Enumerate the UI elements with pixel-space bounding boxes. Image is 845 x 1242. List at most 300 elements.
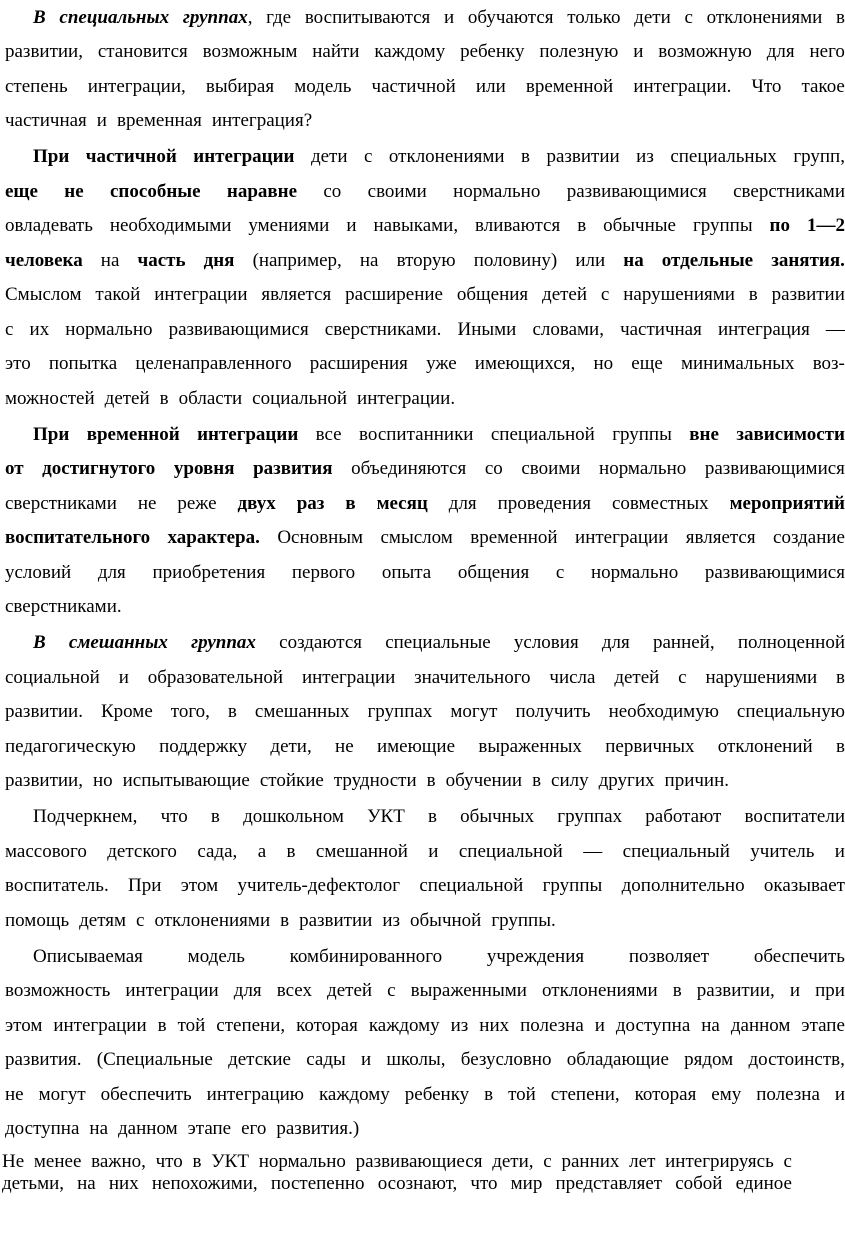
word: интеграции (125, 980, 219, 1001)
word: детские (228, 1049, 291, 1070)
word: Не (2, 1151, 25, 1172)
word: Иными (457, 319, 517, 340)
word: условия (513, 632, 579, 653)
word: При (128, 875, 162, 896)
word: временная (116, 110, 202, 131)
word: создаются (279, 632, 362, 653)
paragraph-temporary-integration-line (5, 526, 845, 550)
word: детей (614, 667, 660, 688)
word: с (136, 910, 145, 931)
word: групп, (793, 146, 845, 167)
word: умениями (248, 215, 330, 236)
word: группах (367, 701, 433, 722)
word: на (77, 1173, 96, 1194)
word: возможную (658, 41, 752, 62)
word: отклонениями (154, 910, 271, 931)
word: смешанной (315, 841, 408, 862)
word: социальной (252, 388, 348, 409)
word: дети, (270, 736, 312, 757)
word: нарушениями (705, 667, 818, 688)
paragraph-combined-model-line (5, 1048, 845, 1072)
paragraph-partial-integration-line (5, 387, 845, 411)
word: временной (470, 527, 558, 548)
word: на (623, 250, 644, 271)
word: специальных (59, 7, 170, 28)
word: в (286, 841, 296, 862)
word: можностей (5, 388, 95, 409)
word: расширение (345, 284, 443, 305)
word: 1—2 (806, 215, 845, 236)
word: с (364, 146, 373, 167)
word: получить (515, 701, 591, 722)
word: частичная (5, 110, 87, 131)
word: а (257, 841, 267, 862)
word: дети (634, 7, 671, 28)
paragraph-combined-model-line (33, 945, 845, 969)
paragraph-partial-integration-line (33, 145, 845, 169)
word: и (96, 110, 107, 131)
paragraph-ukt-staff-line (33, 805, 845, 829)
word: оказывает (763, 875, 845, 896)
word: развитии, (5, 770, 83, 791)
word: собой (675, 1173, 723, 1194)
word: той (177, 1015, 206, 1036)
word: других (598, 770, 655, 791)
word: найти (312, 41, 360, 62)
word: В (33, 7, 46, 28)
word: где (266, 7, 292, 28)
word: обучаются (467, 7, 554, 28)
word: в (577, 215, 587, 236)
word: уже (426, 353, 457, 374)
word: мероприятий (729, 493, 845, 514)
word: это (5, 353, 31, 374)
word: (например, (252, 250, 342, 271)
word: временной (86, 424, 180, 445)
word: доступна (5, 1118, 80, 1139)
word: области (178, 388, 243, 409)
word: группы (542, 875, 603, 896)
word: овладевать (5, 215, 93, 236)
word: отклонениями (388, 146, 505, 167)
word: детей (104, 388, 150, 409)
word: и (346, 215, 357, 236)
word: в (835, 7, 845, 28)
word: смыслом (380, 527, 453, 548)
word: — (583, 841, 603, 862)
word: которая (634, 1084, 697, 1105)
word: них (108, 1173, 139, 1194)
word: которая (296, 1015, 358, 1036)
word: учитель-дефектолог (237, 875, 401, 896)
word: детей (542, 284, 588, 305)
word: выраженных (478, 736, 582, 757)
word: с (543, 1151, 552, 1172)
word: интеграции (154, 284, 248, 305)
paragraph-temporary-integration-line (33, 423, 845, 447)
word: частичной (85, 146, 177, 167)
word: из (636, 146, 654, 167)
word: с (5, 319, 14, 340)
word: модель (187, 946, 245, 967)
word: специальной (458, 841, 563, 862)
word: причин. (664, 770, 730, 791)
word: интеграции (301, 667, 396, 688)
word: дня (203, 250, 235, 271)
paragraph-special-groups-line (5, 75, 845, 99)
word: приобретения (152, 562, 266, 583)
word: обычные (603, 215, 676, 236)
word: степень (5, 76, 68, 97)
word: данном (730, 1015, 791, 1036)
word: каждому (368, 1015, 440, 1036)
paragraph-mixed-groups-line (5, 666, 845, 690)
word: сада, (197, 841, 238, 862)
word: что (155, 1151, 183, 1172)
word: единое (735, 1173, 792, 1194)
word: занятия. (771, 250, 845, 271)
word: группы. (491, 910, 556, 931)
paragraph-special-groups-line (5, 109, 845, 133)
word: стойкие (259, 770, 324, 791)
word: (Специальные (96, 1049, 213, 1070)
word: с (783, 1151, 792, 1172)
word: их (29, 319, 50, 340)
word: и (834, 841, 845, 862)
word: развитии, (696, 980, 775, 1001)
paragraph-partial-integration-line (5, 283, 845, 307)
word: модель (294, 76, 352, 97)
word: вторую (396, 250, 456, 271)
word: педагогическую (5, 736, 136, 757)
word: воспитатель. (5, 875, 109, 896)
word: него (809, 41, 845, 62)
word: В (33, 632, 46, 653)
word: частичная (620, 319, 702, 340)
word: того, (170, 701, 210, 722)
word: достоинств, (748, 1049, 845, 1070)
word: с (555, 562, 565, 583)
word: рядом (684, 1049, 734, 1070)
paragraph-ukt-staff-line (5, 874, 845, 898)
word: учитель (750, 841, 815, 862)
word: специальные (385, 632, 491, 653)
word: минимальных (680, 353, 795, 374)
paragraph-combined-model-line (5, 1117, 845, 1141)
word: значительного (414, 667, 531, 688)
word: на (359, 250, 379, 271)
word: с (678, 667, 687, 688)
word: всех (276, 980, 312, 1001)
word: комбинированного (289, 946, 443, 967)
word: возможным (202, 41, 298, 62)
word: УКТ (211, 1151, 249, 1172)
word: развитии (299, 910, 373, 931)
word: — (825, 319, 845, 340)
word: интеграции (53, 1015, 147, 1036)
word: ранних (561, 1151, 620, 1172)
word: смешанных (254, 701, 350, 722)
word: не (335, 736, 354, 757)
word: способные (110, 181, 201, 202)
word: могут (38, 1084, 86, 1105)
word: этапе (187, 1118, 232, 1139)
word: человека (5, 250, 83, 271)
word: специальной (490, 424, 595, 445)
paragraph-temporary-integration-line (5, 492, 845, 516)
word: этапе (801, 1015, 845, 1036)
paragraph-partial-integration-line (5, 249, 845, 273)
word: детей (327, 980, 373, 1001)
word: со (484, 458, 503, 479)
word: и (789, 980, 801, 1001)
word: детского (107, 841, 177, 862)
word: со (323, 181, 342, 202)
word: менее (33, 1151, 82, 1172)
word: развитии. (5, 701, 83, 722)
word: в (210, 806, 220, 827)
word: раз (296, 493, 325, 514)
word: совместных (611, 493, 709, 514)
word: уровня (173, 458, 235, 479)
word: образовательной (147, 667, 284, 688)
word: специальных (670, 146, 777, 167)
word: с (387, 980, 396, 1001)
word: воз- (812, 353, 845, 374)
word: еще (631, 353, 663, 374)
word: или (575, 250, 606, 271)
paragraph-mixed-groups-line (5, 735, 845, 759)
word: по (769, 215, 790, 236)
word: отклонениями (542, 980, 658, 1001)
word: развивающимися (704, 458, 845, 479)
word: такой (95, 284, 141, 305)
word: первичных (605, 736, 695, 757)
word: только (567, 7, 621, 28)
word: группах (191, 632, 256, 653)
word: попытка (48, 353, 118, 374)
word: не (64, 181, 84, 202)
word: в (835, 736, 845, 757)
word: в (428, 806, 437, 827)
word: в (345, 493, 356, 514)
word: интеграцию (206, 1084, 305, 1105)
word: специальной (419, 875, 524, 896)
word: отдельные (661, 250, 754, 271)
word: обычных (460, 806, 535, 827)
word: работают (645, 806, 722, 827)
word: трудности (333, 770, 417, 791)
word: силу (551, 770, 589, 791)
word: социальной (5, 667, 100, 688)
word: не (137, 493, 157, 514)
word: смешанных (68, 632, 168, 653)
word: интеграции. (633, 76, 732, 97)
word: в (227, 701, 237, 722)
word: объединяются (351, 458, 467, 479)
paragraph-combined-model-line (5, 979, 845, 1003)
word: часть (137, 250, 186, 271)
word: из (450, 1015, 469, 1036)
word: дети (310, 146, 348, 167)
paragraph-temporary-integration-line (5, 561, 845, 585)
word: интеграция (717, 319, 810, 340)
paragraph-mixed-groups-line (33, 631, 845, 655)
word: выраженными (410, 980, 527, 1001)
word: расширения (309, 353, 408, 374)
word: интеграции (575, 527, 669, 548)
paragraph-temporary-integration-line (5, 457, 845, 481)
paragraph-ukt-staff-line (5, 909, 845, 933)
word: учреждения (486, 946, 585, 967)
word: сверстниками. (324, 319, 442, 340)
word: числа (549, 667, 596, 688)
word: них (479, 1015, 510, 1036)
word: возможность (5, 980, 111, 1001)
word: интеграции (197, 424, 299, 445)
word: характера. (167, 527, 260, 548)
word: представляет (555, 1173, 663, 1194)
word: в (532, 770, 542, 791)
word: для (233, 980, 262, 1001)
word: сады (306, 1049, 346, 1070)
word: общения (457, 562, 530, 583)
word: и (444, 7, 455, 28)
word: словами, (532, 319, 604, 340)
word: что (470, 1173, 498, 1194)
word: полезную (539, 41, 619, 62)
word: ребенку (460, 41, 525, 62)
word: развитии (771, 284, 845, 305)
word: проведения (497, 493, 591, 514)
word: двух (237, 493, 276, 514)
word: Кроме (100, 701, 153, 722)
word: общения (456, 284, 529, 305)
word: сверстниками (733, 181, 845, 202)
word: первого (291, 562, 356, 583)
word: нарушениями (623, 284, 735, 305)
word: в (484, 1084, 494, 1105)
word: обладающие (566, 1049, 669, 1070)
word: Основным (277, 527, 364, 548)
word: УКТ (367, 806, 405, 827)
word: для (601, 632, 630, 653)
word: постепенно (270, 1173, 365, 1194)
word: условий (5, 562, 72, 583)
word: интеграции (193, 146, 295, 167)
word: помощь (5, 910, 70, 931)
word: Подчеркнем, (33, 806, 138, 827)
word: лет (629, 1151, 656, 1172)
word: является (685, 527, 756, 548)
word: в (835, 667, 845, 688)
word: но (593, 353, 614, 374)
word: При (33, 424, 70, 445)
word: или (475, 76, 506, 97)
word: интегрируясь (665, 1151, 774, 1172)
word: той (508, 1084, 536, 1105)
paragraph-partial-integration-line (5, 214, 845, 238)
paragraph-mixed-groups-line (5, 769, 845, 793)
word: необходимыми (109, 215, 232, 236)
word: из (382, 910, 401, 931)
word: Описываемая (33, 946, 143, 967)
word: развития. (5, 1049, 82, 1070)
word: могут (450, 701, 498, 722)
word: на (89, 1118, 109, 1139)
word: сверстниками. (5, 596, 122, 617)
word: ранней, (652, 632, 715, 653)
word: специальный (622, 841, 730, 862)
word: сверстниками (5, 493, 117, 514)
word: навыками, (373, 215, 459, 236)
word: полезна (756, 1084, 820, 1105)
word: группы (692, 215, 753, 236)
word: своими (367, 181, 427, 202)
word: зависимости (736, 424, 845, 445)
word: воспитанники (359, 424, 474, 445)
word: на (701, 1015, 720, 1036)
word: специальную (736, 701, 845, 722)
word: в (159, 388, 169, 409)
word: от (5, 458, 24, 479)
word: детям (79, 910, 127, 931)
paragraph-final-line (2, 1173, 792, 1195)
word: временной (525, 76, 614, 97)
word: воспитательного (5, 527, 151, 548)
word: реже (177, 493, 217, 514)
paragraph-partial-integration-line (5, 352, 845, 376)
word: в (672, 980, 682, 1001)
word: Что (751, 76, 782, 97)
word: имеющихся, (474, 353, 576, 374)
word: для (97, 562, 126, 583)
word: развитии, (5, 41, 83, 62)
word: интеграции. (357, 388, 456, 409)
word: обычной (410, 910, 482, 931)
word: ему (711, 1084, 742, 1105)
word: все (315, 424, 342, 445)
word: этом (180, 875, 219, 896)
word: имеющие (376, 736, 456, 757)
word: развития.) (276, 1118, 360, 1139)
word: непохожими, (151, 1173, 258, 1194)
paragraph-mixed-groups-line (5, 700, 845, 724)
word: дополнительно (621, 875, 745, 896)
paragraph-special-groups-line (33, 6, 845, 30)
word: ребенку (404, 1084, 470, 1105)
word: развивающимися (566, 181, 707, 202)
word: выбирая (205, 76, 275, 97)
word: каждому (374, 41, 446, 62)
word: и (118, 667, 129, 688)
word: школы, (386, 1049, 446, 1070)
word: для (766, 41, 795, 62)
word: его (241, 1118, 267, 1139)
word: является (261, 284, 332, 305)
word: нормально (65, 319, 153, 340)
word: обучении (445, 770, 523, 791)
word: в (521, 146, 530, 167)
word: и (633, 41, 644, 62)
word: такое (801, 76, 845, 97)
word: достигнутого (42, 458, 156, 479)
word: поддержку (159, 736, 248, 757)
word: доступна (615, 1015, 691, 1036)
word: половину) (473, 250, 558, 271)
word: степени, (550, 1084, 620, 1105)
paragraph-partial-integration-line (5, 318, 845, 342)
